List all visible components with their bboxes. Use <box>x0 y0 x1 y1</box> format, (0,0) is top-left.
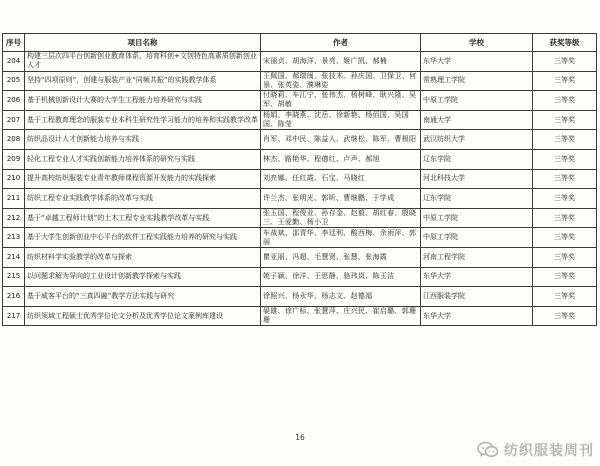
header-no: 序号 <box>3 34 25 52</box>
school-cell: 江西服装学院 <box>421 287 533 307</box>
row-number-cell: 206 <box>3 91 25 111</box>
authors-cell: 杨娟、李晓燕、沈岳、徐新艳、杨佰国、吴国国、陈莹 <box>261 110 421 130</box>
header-authors: 作者 <box>261 34 421 52</box>
table-row <box>3 306 597 326</box>
authors-cell: 姚子颖、徐洋、王思静、骆玮岚、陈玉洁 <box>261 267 421 287</box>
award-level-cell: 三等奖 <box>533 306 597 326</box>
authors-cell: 付晓莉、车江宁、张伟杰、杨树峰、耿兴隆、吴军、胡敏 <box>261 91 421 111</box>
table-row <box>3 267 597 287</box>
authors-cell: 许兰杰、张明光、郭昕、曹继鹏、于学成 <box>261 189 421 209</box>
project-title-cell: 基于“卓越工程师计划”的土木工程专业实践教学改革与实践 <box>25 208 261 228</box>
table-row <box>3 71 597 91</box>
award-level-cell: 三等奖 <box>533 130 597 150</box>
project-title-cell: 基于大学生创新创业中心平台的软件工程实践能力培养的研究与实践 <box>25 228 261 248</box>
authors-cell: 王佩国、郝瑞闽、张技术、孙庆国、卫保卫、何景、张英姿、濮琳姿 <box>261 71 421 91</box>
award-level-cell: 三等奖 <box>533 287 597 307</box>
awards-table <box>2 33 597 326</box>
project-title-cell: 基于威客平台的“三真四融”教学方法实践与研究 <box>25 287 261 307</box>
project-title-cell: 以问题求解为导向的工业设计创新教学探索与实践 <box>25 267 261 287</box>
award-level-cell: 三等奖 <box>533 267 597 287</box>
row-number-cell: 210 <box>3 169 25 189</box>
table-row <box>3 228 597 248</box>
table-row <box>3 91 597 111</box>
school-cell: 辽东学院 <box>421 149 533 169</box>
school-cell: 河南工程学院 <box>421 247 533 267</box>
authors-cell: 宋丽贞、胡海洋、景亮、姬广凯、郝楠 <box>261 52 421 72</box>
award-level-cell: 三等奖 <box>533 91 597 111</box>
project-title-cell: 基于工程教育理念的服装专业本科生研究性学习能力的培养和实践教学改革 <box>25 110 261 130</box>
row-number-cell: 211 <box>3 189 25 209</box>
row-number-cell: 207 <box>3 110 25 130</box>
school-cell: 辽东学院 <box>421 189 533 209</box>
award-level-cell: 三等奖 <box>533 189 597 209</box>
authors-cell: 林杰、路艳华、程德红、卢声、郝旭 <box>261 149 421 169</box>
page-number: 16 <box>295 433 305 442</box>
row-number-cell: 215 <box>3 267 25 287</box>
project-title-cell: 纺织品设计人才创新能力培养与实践 <box>25 130 261 150</box>
school-cell: 中原工学院 <box>421 91 533 111</box>
authors-cell: 肖军、邓中民、陈益人、武继松、陈军、曹根阳 <box>261 130 421 150</box>
row-number-cell: 204 <box>3 52 25 72</box>
school-cell: 东华大学 <box>421 306 533 326</box>
authors-cell: 徐照兴、杨永华、杨志文、赵德福 <box>261 287 421 307</box>
row-number-cell: 217 <box>3 306 25 326</box>
project-title-cell: 坚持“四项原则”，创建与服装产业“同频共振”的实践教学体系 <box>25 71 261 91</box>
table-row <box>3 52 597 72</box>
authors-cell: 张玉国、程俊业、孙存金、赵毅、胡红春、殷晓三、王爱勤、杨小卫 <box>261 208 421 228</box>
watermark <box>477 440 594 460</box>
row-number-cell: 216 <box>3 287 25 307</box>
header-title: 项目名称 <box>25 34 261 52</box>
header-level: 获奖等级 <box>533 34 597 52</box>
authors-cell: 瞿亚丽、冯超、毛慧贤、张慧、张海霞 <box>261 247 421 267</box>
school-cell: 中原工学院 <box>421 208 533 228</box>
table-row <box>3 130 597 150</box>
header-school: 学校 <box>421 34 533 52</box>
table-row <box>3 169 597 189</box>
authors-cell: 车战斌、邵青华、李廷利、酸西梅、余雨萍、郭丽 <box>261 228 421 248</box>
award-level-cell: 三等奖 <box>533 110 597 130</box>
school-cell: 东华大学 <box>421 52 533 72</box>
award-level-cell: 三等奖 <box>533 149 597 169</box>
authors-cell: 刘亮娜、任红霞、石宝、马晓红 <box>261 169 421 189</box>
award-level-cell: 三等奖 <box>533 169 597 189</box>
project-title-cell: 纺织材料学实验教学的改革与探索 <box>25 247 261 267</box>
table-row <box>3 149 597 169</box>
row-number-cell: 208 <box>3 130 25 150</box>
table-row <box>3 287 597 307</box>
award-level-cell: 三等奖 <box>533 71 597 91</box>
table-row <box>3 247 597 267</box>
authors-cell: 晏雄、徐广标、张慧萍、庄兴民、崔启璐、郭珊珊 <box>261 306 421 326</box>
row-number-cell: 205 <box>3 71 25 91</box>
wechat-chat-bubbles-icon <box>477 441 499 459</box>
project-title-cell: 纺织领域工程硕士优秀学位论文分析及优秀学位论文案例库建设 <box>25 306 261 326</box>
project-title-cell: 纺织工程专业实践教学体系的改革与实践 <box>25 189 261 209</box>
table-body <box>3 52 597 326</box>
row-number-cell: 212 <box>3 208 25 228</box>
project-title-cell: 提升高校纺织服装专业青年教师课程资源开发能力的实践探索 <box>25 169 261 189</box>
row-number-cell: 214 <box>3 247 25 267</box>
school-cell: 南通大学 <box>421 110 533 130</box>
table-row <box>3 110 597 130</box>
school-cell: 武汉纺织大学 <box>421 130 533 150</box>
award-level-cell: 三等奖 <box>533 208 597 228</box>
table-row <box>3 189 597 209</box>
school-cell: 常熟理工学院 <box>421 71 533 91</box>
header-row <box>3 34 597 52</box>
school-cell: 东华大学 <box>421 267 533 287</box>
project-title-cell: 构建三层次四平台创新创业教育体系，培育科创+文创特色高素质创新创业人才 <box>25 52 261 72</box>
row-number-cell: 209 <box>3 149 25 169</box>
project-title-cell: 轻化工程专业人才实践创新能力培养体系的研究与实践 <box>25 149 261 169</box>
table-row <box>3 208 597 228</box>
project-title-cell: 基于机械创新设计大赛的大学生工程能力培养研究与实践 <box>25 91 261 111</box>
table-header <box>3 34 597 52</box>
award-level-cell: 三等奖 <box>533 247 597 267</box>
award-level-cell: 三等奖 <box>533 228 597 248</box>
school-cell: 中原工学院 <box>421 228 533 248</box>
row-number-cell: 213 <box>3 228 25 248</box>
award-level-cell: 三等奖 <box>533 52 597 72</box>
school-cell: 河北科技大学 <box>421 169 533 189</box>
watermark-text: 纺织服装周刊 <box>504 443 594 459</box>
